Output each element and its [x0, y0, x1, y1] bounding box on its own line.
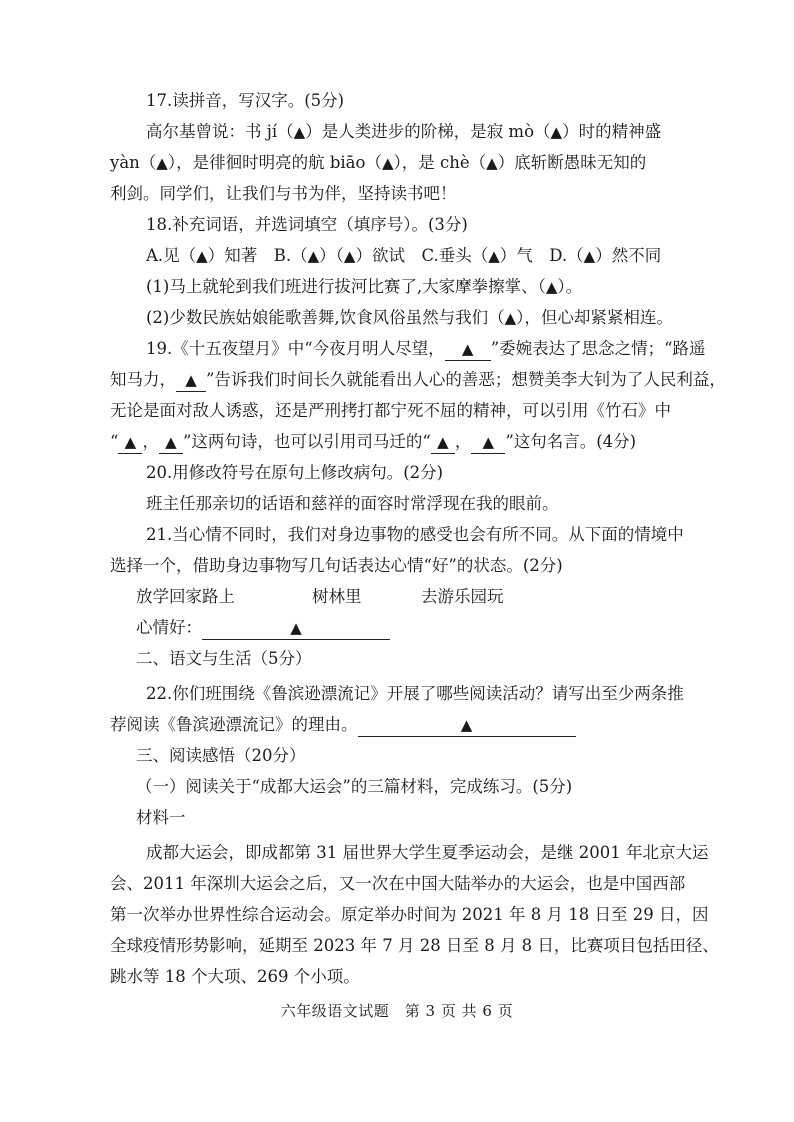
- q19-line-3: 无论是面对敌人诱惑，还是严刑拷打都宁死不屈的精神，可以引用《竹石》中: [110, 401, 671, 420]
- answer-label: 心情好：: [136, 618, 202, 637]
- material-1-label: 材料一: [136, 808, 186, 827]
- blank-triangle-icon: ▲: [486, 154, 498, 172]
- blank-triangle-icon: ▲: [504, 309, 517, 327]
- material-1-line-1: 成都大运会，即成都第 31 届世界大学生夏季运动会，是继 2001 年北京大运: [146, 843, 709, 862]
- q21-line-2: 选择一个，借助身边事物写几句话表达心情“好”的状态。(2分): [110, 556, 563, 575]
- q21-choice-3: 去游乐园玩: [421, 587, 504, 606]
- q17-line-1: 高尔基曾说：书 jí（▲）是人类进步的阶梯，是寂 mò（▲）时的精神盛: [146, 122, 662, 141]
- answer-blank[interactable]: [118, 431, 142, 454]
- blank-triangle-icon: ▲: [381, 154, 394, 172]
- blank-triangle-icon: ▲: [290, 619, 302, 637]
- blank-triangle-icon: ▲: [196, 247, 208, 265]
- answer-blank[interactable]: [445, 338, 491, 361]
- blank-triangle-icon: ▲: [488, 247, 500, 265]
- blank-triangle-icon: ▲: [545, 278, 558, 296]
- q19-line-4: “ ▲ ， ▲ ”这两句诗，也可以引用司马迁的“ ▲ ， ▲ ”这句名言。(4分): [110, 431, 636, 454]
- q20-title: 20.用修改符号在原句上修改病句。(2分): [146, 463, 444, 482]
- q18-options: A.见（▲）知著 B.（▲）（▲）欲试 C.垂头（▲）气 D.（▲）然不同: [146, 246, 662, 265]
- blank-triangle-icon: ▲: [156, 154, 168, 172]
- q21-choice-1: 放学回家路上: [136, 587, 235, 606]
- blank-triangle-icon: ▲: [583, 247, 596, 265]
- q19-line-2: 知马力， ▲ ”告诉我们时间长久就能看出人心的善恶；想赞美李大钊为了人民利益，: [110, 369, 726, 392]
- blank-triangle-icon: ▲: [185, 371, 197, 389]
- q18-sentence-1: (1)马上就轮到我们班进行拔河比赛了,大家摩拳擦掌、（▲）。: [146, 277, 583, 296]
- blank-triangle-icon: ▲: [461, 340, 474, 358]
- q17-line-3: 利剑。同学们，让我们与书为伴，坚持读书吧！: [110, 184, 457, 203]
- reading-1-title: （一）阅读关于“成都大运会”的三篇材料，完成练习。(5分): [136, 777, 573, 796]
- blank-triangle-icon: ▲: [343, 247, 356, 265]
- material-1-line-4: 全球疫情形势影响，延期至 2023 年 7 月 28 日至 8 月 8 日，比赛项目包括田径、: [110, 936, 719, 955]
- answer-blank[interactable]: [159, 431, 183, 454]
- blank-triangle-icon: ▲: [293, 123, 306, 141]
- blank-triangle-icon: ▲: [437, 433, 449, 451]
- blank-triangle-icon: ▲: [482, 433, 495, 451]
- blank-triangle-icon: ▲: [550, 123, 563, 141]
- material-1-line-2: 会、2011 年深圳大运会之后，又一次在中国大陆举办的大运会，也是中国西部: [110, 874, 686, 893]
- q19-line-1: 19.《十五夜望月》中“今夜月明人尽望， ▲ ”委婉表达了思念之情；“路遥: [146, 338, 706, 361]
- q17-line-2: yàn（▲），是徘徊时明亮的航 biāo（▲），是 chè（▲）底斩断愚昧无知的: [110, 153, 647, 172]
- q21-choice-2: 树林里: [312, 587, 362, 606]
- q22-line-1: 22.你们班围绕《鲁滨逊漂流记》开展了哪些阅读活动？请写出至少两条推: [146, 684, 684, 703]
- q17-title: 17.读拼音，写汉字。(5分): [146, 91, 345, 110]
- blank-triangle-icon: ▲: [124, 433, 137, 451]
- answer-line[interactable]: [358, 714, 576, 737]
- section-3-title: 三、阅读感悟（20分）: [136, 746, 306, 765]
- q18-sentence-2: (2)少数民族姑娘能歌善舞,饮食风俗虽然与我们（▲），但心却紧紧相连。: [146, 308, 673, 327]
- material-1-line-3: 第一次举办世界性综合运动会。原定举办时间为 2021 年 8 月 18 日至 29 日，因: [110, 905, 709, 924]
- material-1-line-5: 跳水等 18 个大项、269 个小项。: [110, 967, 360, 986]
- page-footer: 六年级语文试题 第 3 页 共 6 页: [280, 1002, 514, 1020]
- answer-blank[interactable]: [176, 369, 206, 392]
- q21-line-1: 21.当心情不同时，我们对身边事物的感受也会有所不同。从下面的情境中: [146, 525, 684, 544]
- answer-blank[interactable]: [471, 431, 505, 454]
- section-2-title: 二、语文与生活（5分）: [136, 649, 312, 668]
- q20-sentence: 班主任那亲切的话语和慈祥的面容时常浮现在我的眼前。: [146, 494, 559, 513]
- blank-triangle-icon: ▲: [165, 433, 177, 451]
- blank-triangle-icon: ▲: [307, 247, 320, 265]
- q22-line-2: 荐阅读《鲁滨逊漂流记》的理由。 ▲: [110, 714, 576, 737]
- q21-answer: [136, 617, 390, 640]
- answer-line[interactable]: [202, 617, 390, 640]
- answer-blank[interactable]: [431, 431, 455, 454]
- q18-title: 18.补充词语，并选词填空（填序号）。(3分): [146, 215, 468, 234]
- blank-triangle-icon: ▲: [460, 716, 473, 734]
